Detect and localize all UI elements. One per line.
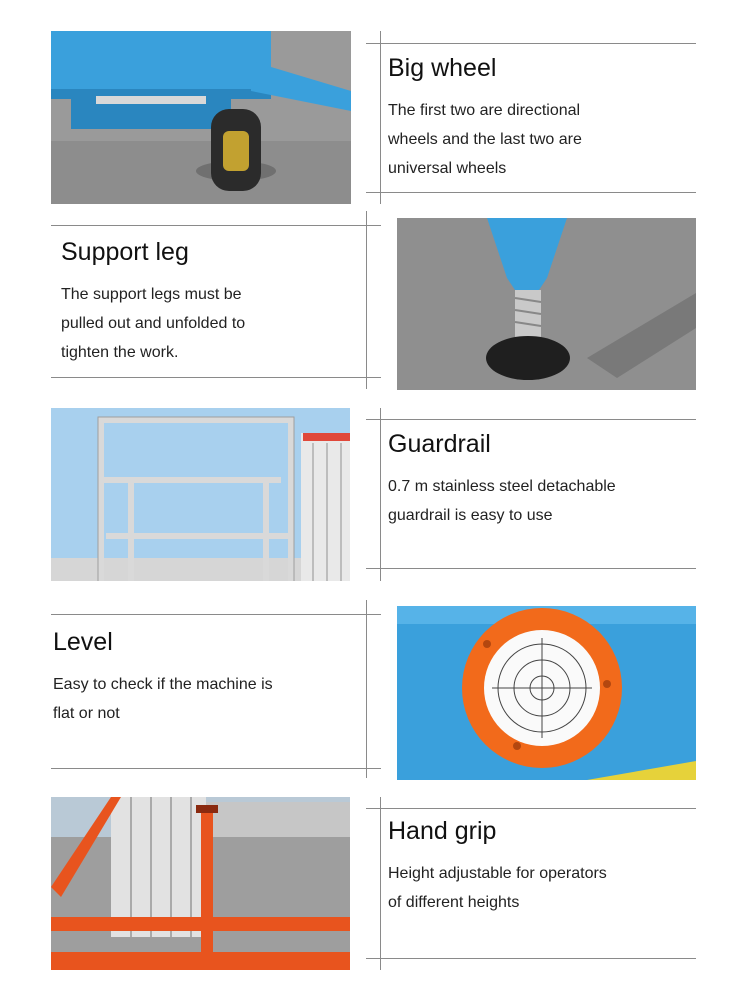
guardrail-photo xyxy=(51,408,350,581)
feature-title: Level xyxy=(53,628,113,656)
hand-grip-photo xyxy=(51,797,350,970)
big-wheel-photo xyxy=(51,31,351,204)
feature-description: 0.7 m stainless steel detachable guardrail is easy to use xyxy=(388,478,616,524)
feature-title: Hand grip xyxy=(388,817,497,845)
feature-title: Big wheel xyxy=(388,54,497,82)
feature-description: Easy to check if the machine is flat or not xyxy=(53,676,273,722)
feature-description: Height adjustable for operators of different heights xyxy=(388,865,607,911)
feature-description: The support legs must be pulled out and unfolded to tighten the work. xyxy=(61,286,246,361)
level-photo xyxy=(397,606,696,780)
feature-title: Support leg xyxy=(61,238,189,266)
support-leg-photo xyxy=(397,218,696,390)
feature-description: The first two are directional wheels and the last two are universal wheels xyxy=(388,102,582,177)
feature-title: Guardrail xyxy=(388,430,491,458)
